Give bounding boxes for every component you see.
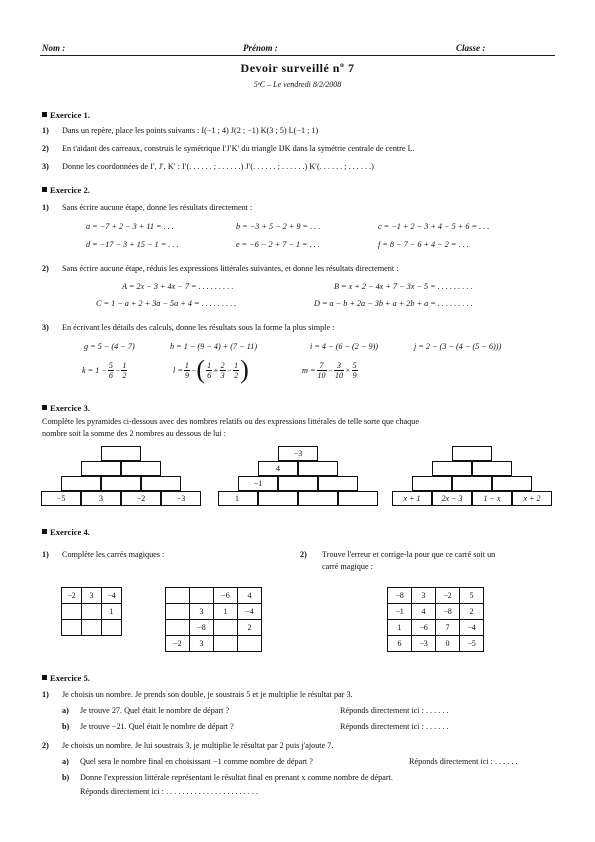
- magic-cell: 1: [388, 620, 412, 636]
- ex4-q1-number: 1): [42, 550, 49, 559]
- expr-f: f = 8 − 7 − 6 + 4 − 2 = . . .: [378, 240, 469, 249]
- pyramid-base-cell: −3: [161, 491, 201, 506]
- ex5-q1a-label: a): [62, 706, 69, 715]
- expr-e: e = −6 − 2 + 7 − 1 = . . .: [236, 240, 320, 249]
- ex5-q1a-answer[interactable]: Réponds directement ici : . . . . . .: [340, 706, 449, 715]
- pyramid-cell[interactable]: [101, 446, 141, 461]
- ex1-heading: Exercice 1.: [42, 110, 90, 120]
- magic-cell: 1: [214, 604, 238, 620]
- magic-cell: 2: [238, 620, 262, 636]
- prenom-label: Prénom :: [243, 43, 278, 53]
- ex5-q1a-text: Je trouve 27. Quel était le nombre de départ ?: [80, 706, 230, 715]
- ex5-q1b-answer[interactable]: Réponds directement ici : . . . . . .: [340, 722, 449, 731]
- magic-cell: 6: [388, 636, 412, 652]
- magic-cell: −2: [62, 588, 82, 604]
- ex5-q1b-text: Je trouve −21. Quel était le nombre de départ ?: [80, 722, 234, 731]
- pyramid-base-cell: −2: [121, 491, 161, 506]
- pyramid-cell[interactable]: [298, 461, 338, 476]
- nom-label: Nom :: [42, 43, 66, 53]
- magic-cell[interactable]: [102, 620, 122, 636]
- page-title: Devoir surveillé nº 7: [240, 61, 355, 75]
- magic-cell[interactable]: [190, 588, 214, 604]
- ex3-text-line2: nombre soit la somme des 2 nombres au dessous de lui :: [42, 429, 226, 438]
- ex2-q3-number: 3): [42, 323, 49, 332]
- ex5-q2b-answer[interactable]: Réponds directement ici : . . . . . . . . . . . . . . . . . . . . . . .: [80, 787, 259, 796]
- expr-d: d = −17 − 3 + 15 − 1 = . . .: [86, 240, 179, 249]
- pyramid-cell[interactable]: [81, 461, 121, 476]
- magic-cell: 5: [460, 588, 484, 604]
- magic-square-2: [165, 587, 262, 652]
- expr-c: c = −1 + 2 − 3 + 4 − 5 + 6 = . . .: [378, 222, 490, 231]
- ex5-heading: Exercice 5.: [42, 673, 90, 683]
- magic-cell[interactable]: [62, 604, 82, 620]
- magic-cell[interactable]: [166, 588, 190, 604]
- ex2-q2-number: 2): [42, 264, 49, 273]
- ex1-q1-text: Dans un repère, place les points suivants : I(−1 ; 4) J(2 ; −1) K(3 ; 5) L(−1 ; 1): [62, 126, 319, 135]
- magic-cell: 4: [238, 588, 262, 604]
- ex5-q2a-label: a): [62, 757, 69, 766]
- pyramid-base-cell: x + 2: [512, 491, 552, 506]
- ex3-heading: Exercice 3.: [42, 403, 90, 413]
- expr-j: j = 2 − (3 − (4 − (5 − 6))): [414, 342, 502, 351]
- magic-cell: −4: [460, 620, 484, 636]
- pyramid-base-cell: 2x − 3: [432, 491, 472, 506]
- pyramid-cell: 4: [258, 461, 298, 476]
- magic-cell: −6: [214, 588, 238, 604]
- ex5-q2b-label: b): [62, 773, 70, 782]
- lit-B: B = x + 2 − 4x + 7 − 3x − 5 = . . . . . . . . .: [334, 282, 473, 291]
- ex2-q1-text: Sans écrire aucune étape, donne les résultats directement :: [62, 203, 253, 212]
- classe-label: Classe :: [456, 43, 486, 53]
- lit-D: D = a − b + 2a − 3b + a + 2b + a = . . . . . . . . .: [314, 299, 473, 308]
- magic-cell[interactable]: [214, 636, 238, 652]
- ex2-q2-text: Sans écrire aucune étape, réduis les expressions littérales suivantes, et donne les résultats directement :: [62, 264, 399, 273]
- magic-cell: −8: [388, 588, 412, 604]
- ex5-q1b-label: b): [62, 722, 70, 731]
- pyramid-base-cell: 3: [81, 491, 121, 506]
- magic-cell: 1: [102, 604, 122, 620]
- expr-l: l = $\frac{1}{9}$ − ( $\frac{1}{6}$ + $\frac{2}{3}$ − $\frac{1}{2}$ ): [173, 355, 249, 384]
- pyramid-cell[interactable]: [278, 476, 318, 491]
- expr-b: b = −3 + 5 − 2 + 9 = . . .: [236, 222, 321, 231]
- expr-m: m = $\frac{7}{10}$ − $\frac{3}{10}$ × $\frac{5}{9}$: [302, 361, 357, 380]
- lit-A: A = 2x − 3 + 4x − 7 = . . . . . . . . .: [122, 282, 234, 291]
- ex4-q2-text-line2: carré magique :: [322, 562, 373, 571]
- magic-cell: −2: [436, 588, 460, 604]
- ex5-q2a-answer[interactable]: Réponds directement ici : . . . . . .: [409, 757, 518, 766]
- pyramid-base-cell: x + 1: [392, 491, 432, 506]
- pyramid-base-cell: 1 − x: [472, 491, 512, 506]
- magic-cell[interactable]: [166, 604, 190, 620]
- expr-i: i = 4 − (6 − (2 − 9)): [310, 342, 379, 351]
- pyramid-cell[interactable]: [61, 476, 101, 491]
- pyramid-cell: −1: [238, 476, 278, 491]
- magic-cell: 4: [412, 604, 436, 620]
- pyramid-cell[interactable]: [121, 461, 161, 476]
- pyramid-cell[interactable]: [452, 476, 492, 491]
- pyramid-cell[interactable]: [258, 491, 298, 506]
- pyramid-cell: −3: [278, 446, 318, 461]
- ex5-q2a-text: Quel sera le nombre final en choisissant −1 comme nombre de départ ?: [80, 757, 313, 766]
- ex5-q2b-text: Donne l'expression littérale représentant le résultat final en prenant x comme nombre de départ.: [80, 773, 393, 782]
- magic-cell: −3: [412, 636, 436, 652]
- pyramid-cell[interactable]: [452, 446, 492, 461]
- magic-cell: 2: [460, 604, 484, 620]
- magic-square-1: [61, 587, 122, 636]
- ex4-q2-number: 2): [300, 550, 307, 559]
- ex3-text-line1: Complète les pyramides ci-dessous avec des nombres relatifs ou des expressions littérales de telle sorte que chaque: [42, 417, 419, 426]
- pyramid-cell[interactable]: [101, 476, 141, 491]
- pyramid-base-cell: −5: [41, 491, 81, 506]
- magic-cell[interactable]: [82, 604, 102, 620]
- magic-cell[interactable]: [62, 620, 82, 636]
- magic-cell: 7: [436, 620, 460, 636]
- ex4-heading: Exercice 4.: [42, 527, 90, 537]
- magic-cell: −2: [166, 636, 190, 652]
- pyramid-cell[interactable]: [141, 476, 181, 491]
- ex1-q2-number: 2): [42, 144, 49, 153]
- expr-a: a = −7 + 2 − 3 + 11 = . . .: [86, 222, 174, 231]
- magic-cell[interactable]: [82, 620, 102, 636]
- magic-cell: −4: [238, 604, 262, 620]
- pyramid-cell[interactable]: [412, 476, 452, 491]
- ex4-q1-text: Complète les carrés magiques :: [62, 550, 165, 559]
- magic-cell: −8: [190, 620, 214, 636]
- magic-cell: −5: [460, 636, 484, 652]
- magic-cell: −6: [412, 620, 436, 636]
- magic-cell[interactable]: [214, 620, 238, 636]
- ex1-q2-text: En t'aidant des carreaux, construis le symétrique I′J′K′ du triangle IJK dans la symétrie centrale de centre L.: [62, 144, 415, 153]
- ex2-q1-number: 1): [42, 203, 49, 212]
- pyramid-cell[interactable]: [298, 491, 338, 506]
- magic-cell: 3: [190, 604, 214, 620]
- magic-cell: −8: [436, 604, 460, 620]
- magic-cell: 3: [190, 636, 214, 652]
- magic-cell: 0: [436, 636, 460, 652]
- magic-cell[interactable]: [166, 620, 190, 636]
- pyramid-cell[interactable]: [472, 461, 512, 476]
- ex5-q1-text: Je choisis un nombre. Je prends son double, je soustrais 5 et je multiplie le résultat par 3.: [62, 690, 353, 699]
- magic-cell: −1: [388, 604, 412, 620]
- ex1-q1-number: 1): [42, 126, 49, 135]
- pyramid-base-cell: 1: [218, 491, 258, 506]
- header-rule: [40, 55, 555, 56]
- magic-cell: −4: [102, 588, 122, 604]
- ex5-q2-text: Je choisis un nombre. Je lui soustrais 3, je multiplie le résultat par 2 puis j'ajoute 7.: [62, 741, 334, 750]
- expr-g: g = 5 − (4 − 7): [84, 342, 135, 351]
- page-subtitle: 5ᵉC – Le vendredi 8/2/2008: [253, 80, 342, 89]
- ex1-q3-number: 3): [42, 162, 49, 171]
- pyramid-cell[interactable]: [492, 476, 532, 491]
- ex5-q1-number: 1): [42, 690, 49, 699]
- pyramid-cell[interactable]: [338, 491, 378, 506]
- lit-C: C = 1 − a + 2 + 3a − 5a + 4 = . . . . . . . . .: [96, 299, 237, 308]
- ex2-heading: Exercice 2.: [42, 185, 90, 195]
- expr-k: k = 1 − $\frac{5}{6}$ − $\frac{1}{2}$: [82, 361, 127, 380]
- magic-cell: 3: [412, 588, 436, 604]
- pyramid-cell[interactable]: [318, 476, 358, 491]
- magic-cell[interactable]: [238, 636, 262, 652]
- ex2-q3-text: En écrivant les détails des calculs, donne les résultats sous la forme la plus simple :: [62, 323, 335, 332]
- pyramid-cell[interactable]: [432, 461, 472, 476]
- magic-square-3: [387, 587, 484, 652]
- expr-h: h = 1 − (9 − 4) + (7 − 11): [170, 342, 258, 351]
- ex5-q2-number: 2): [42, 741, 49, 750]
- magic-cell: 3: [82, 588, 102, 604]
- ex4-q2-text-line1: Trouve l'erreur et corrige-la pour que ce carré soit un: [322, 550, 496, 559]
- ex1-q3-text: Donne les coordonnées de I′, J′, K′ : I′(. . . . . . ; . . . . . .) J′(. . . . . . ; . . . . . .) K′(. . . . . . ; . . . . . .): [62, 162, 374, 171]
